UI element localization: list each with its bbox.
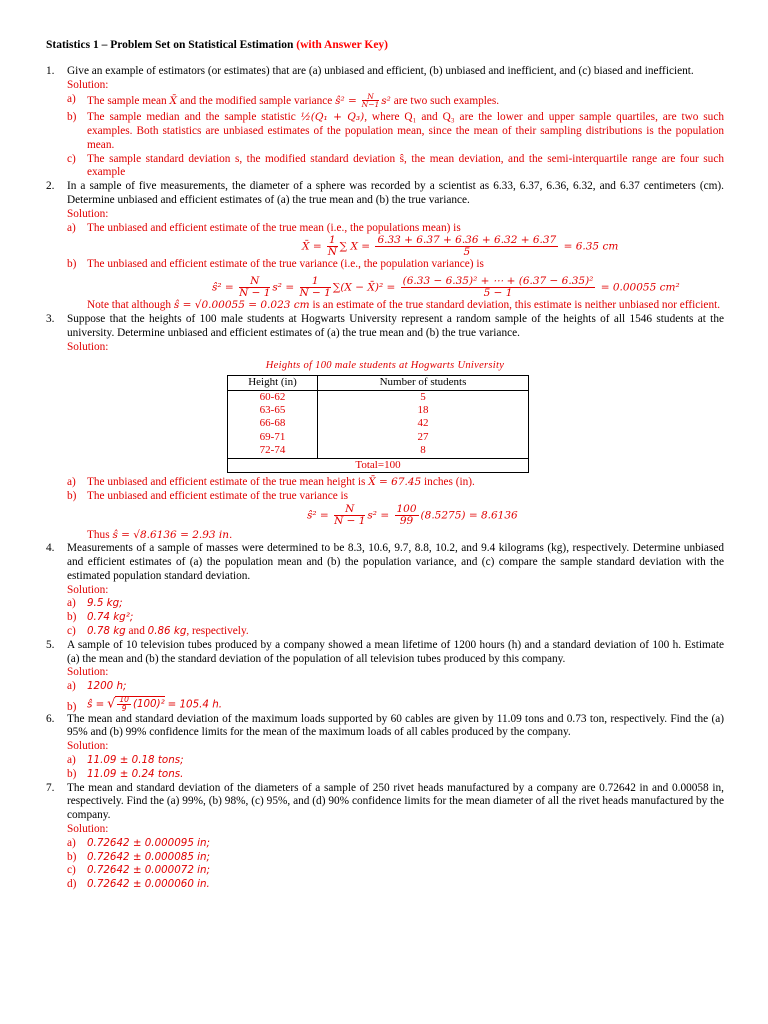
question-7-text: The mean and standard deviation of the diameters of a sample of 250 rivet heads manufactured by a company are 0.72642 in and 0.00058 in, respectively. Find the (a) 99%, (b) 98%, (c) 95%, and (d) 90% confidence limits for the mean diameter of all the rivet heads manufactured by the company. xyxy=(67,781,724,822)
question-2-text: In a sample of five measurements, the diameter of a sphere was recorded by a scientist as 6.33, 6.37, 6.36, 6.32, and 6.37 centimeters (cm). Determine unbiased and efficient estimates of (a) the true mean and (b) the true variance. xyxy=(67,180,724,207)
solution-label: Solution: xyxy=(67,740,109,753)
question-5-text: A sample of 10 television tubes produced by a company showed a mean lifetime of 1200 hours (h) and a standard deviation of 100 h. Estimate (a) the mean and (b) the standard deviation of the population of all television tubes produced by this company. xyxy=(67,638,724,665)
question-3-text: Suppose that the heights of 100 male students at Hogwarts University represent a random sample of the heights of all 1546 students at the university. Determine unbiased and efficient estimates of (a) the true mean and (b) the true variance. xyxy=(67,312,724,339)
question-7: 7. The mean and standard deviation of the diameters of a sample of 250 rivet heads manufactured by a company are 0.72642 in and 0.00058 in, respectively. Find the (a) 99%, (b) 98%, (c) 95%, and (d) 90% confidence limits for the mean diameter of all the rivet heads manufactured by the company. xyxy=(46,781,724,822)
q1-answer-b: b) The sample median and the sample statistic ½(Q₁ + Q₃), where Q₁ and Q₃ are the lower and upper sample quartiles, are two such examples. Both statistics are unbiased estimates of the population mean, since the mean of their sampling distributions is the population mean. xyxy=(67,111,724,151)
question-1: 1. Give an example of estimators (or estimates) that are (a) unbiased and efficient, (b) unbiased and inefficient, and (c) biased and inefficient. xyxy=(46,65,724,79)
q7-answer-d: d) 0.72642 ± 0.000060 in. xyxy=(67,878,210,891)
question-6-text: The mean and standard deviation of the maximum loads supported by 60 cables are given by 11.09 tons and 0.73 ton, respectively. Find the (a) 95% and (b) 99% confidence limits for the mean of the maximum loads of all cables produced by the company. xyxy=(67,712,724,739)
answer-key-label: (with Answer Key) xyxy=(296,39,389,51)
solution-label: Solution: xyxy=(67,666,109,679)
table-row: 60-62 63-65 66-68 69-71 72-74 5 18 42 27 8 xyxy=(228,390,529,458)
q7-answer-b: b) 0.72642 ± 0.000085 in; xyxy=(67,850,211,863)
q5-answer-a: a) 1200 h; xyxy=(67,680,127,693)
q6-answer-a: a) 11.09 ± 0.18 tons; xyxy=(67,754,184,767)
page-title: Statistics 1 – Problem Set on Statistical Estimation (with Answer Key) xyxy=(46,39,389,51)
q3-thus: Thus ŝ = √8.6136 = 2.93 in. xyxy=(87,528,233,541)
q5-answer-b: b) ŝ = √ $\frac{10}{9}$ (100)² = 105.4 h. xyxy=(67,694,223,713)
q2-mean-equation: X̄ = $\frac{1}{N}$ ∑ X = $\frac{6.33 + 6.37 + 6.36 + 6.32 + 6.37}{5}$ = 6.35 cm xyxy=(302,234,619,259)
q3-answer-a: a) The unbiased and efficient estimate of the true mean height is X̄ = 67.45 inches (in). xyxy=(67,475,475,488)
heights-table xyxy=(227,375,529,473)
question-6: 6. The mean and standard deviation of the maximum loads supported by 60 cables are given by 11.09 tons and 0.73 ton, respectively. Find the (a) 95% and (b) 99% confidence limits for the mean of the maximum loads of all cables produced by the company. xyxy=(46,712,724,739)
solution-label: Solution: xyxy=(67,78,109,91)
q2-variance-equation: ŝ² = $\frac{N}{N - 1}$ s² = $\frac{1}{N - 1}$ ∑(X − X̄)² = $\frac{\text{(6.33 − 6.35)² + ⋯ + (6.37 − 6.35)²}}{5 - 1}$ = 0.00055 cm² xyxy=(212,275,680,300)
solution-label: Solution: xyxy=(67,583,109,596)
q7-answer-c: c) 0.72642 ± 0.000072 in; xyxy=(67,864,211,877)
q1-answer-c: c) The sample standard deviation s, the modified standard deviation ŝ, the mean deviation, and the semi-interquartile range are four such example xyxy=(67,152,724,179)
q2-answer-b: b) The unbiased and efficient estimate of the true variance (i.e., the population variance) is xyxy=(67,258,484,271)
question-5: 5. A sample of 10 television tubes produced by a company showed a mean lifetime of 1200 hours (h) and a standard deviation of 100 h. Estimate (a) the mean and (b) the standard deviation of the population of all television tubes produced by this company. xyxy=(46,638,724,665)
q4-answer-b: b) 0.74 kg²; xyxy=(67,611,134,624)
table-header-height: Height (in) xyxy=(228,376,318,390)
q3-variance-equation: ŝ² = $\frac{N}{N - 1}$ s² = $\frac{100}{99}$ (8.5275) = 8.6136 xyxy=(307,502,518,527)
table-total-row: Total=100 xyxy=(228,458,529,472)
question-3: 3. Suppose that the heights of 100 male students at Hogwarts University represent a random sample of the heights of all 1546 students at the university. Determine unbiased and efficient estimates of (a) the true mean and (b) the true variance. xyxy=(46,312,724,339)
table-header-count: Number of students xyxy=(318,376,529,390)
q1-answer-a: a) The sample mean X̄ and the modified sample variance ŝ² = $\frac{N}{N-1}$ s² are two such examples. xyxy=(67,91,500,110)
table-header-row xyxy=(228,376,529,390)
q7-answer-a: a) 0.72642 ± 0.000095 in; xyxy=(67,836,211,849)
table-caption: Heights of 100 male students at Hogwarts University xyxy=(265,360,505,372)
q3-answer-b: b) The unbiased and efficient estimate of the true variance is xyxy=(67,489,349,502)
solution-label: Solution: xyxy=(67,822,109,835)
q2-note: Note that although ŝ = √0.00055 = 0.023 cm is an estimate of the true standard deviation, this estimate is neither unbiased nor efficient. xyxy=(87,299,721,312)
question-2: 2. In a sample of five measurements, the diameter of a sphere was recorded by a scientist as 6.33, 6.37, 6.36, 6.32, and 6.37 centimeters (cm). Determine unbiased and efficient estimates of (a) the true mean and (b) the true variance. xyxy=(46,180,724,207)
solution-label: Solution: xyxy=(67,207,109,220)
q4-answer-a: a) 9.5 kg; xyxy=(67,597,123,610)
q4-answer-c: c) 0.78 kg and 0.86 kg, respectively. xyxy=(67,625,249,638)
question-4-text: Measurements of a sample of masses were determined to be 8.3, 10.6, 9.7, 8.8, 10.2, and 9.4 kilograms (kg), respectively. Determine unbiased and efficient estimates of (a) the population mean and (b) the population variance, and (c) compare the sample standard deviation with the estimated population standard deviation. xyxy=(67,542,724,582)
question-1-text: Give an example of estimators (or estimates) that are (a) unbiased and efficient, (b) unbiased and inefficient, and (c) biased and inefficient. xyxy=(67,65,694,78)
q2-answer-a: a) The unbiased and efficient estimate of the true mean (i.e., the populations mean) is xyxy=(67,221,461,234)
problem-set-page xyxy=(46,38,724,892)
solution-label: Solution: xyxy=(67,340,109,353)
question-4: 4. Measurements of a sample of masses were determined to be 8.3, 10.6, 9.7, 8.8, 10.2, and 9.4 kilograms (kg), respectively. Determine unbiased and efficient estimates of (a) the population mean and (b) the population variance, and (c) compare the sample standard deviation with the estimated population standard deviation. xyxy=(46,542,724,582)
q6-answer-b: b) 11.09 ± 0.24 tons. xyxy=(67,767,184,780)
